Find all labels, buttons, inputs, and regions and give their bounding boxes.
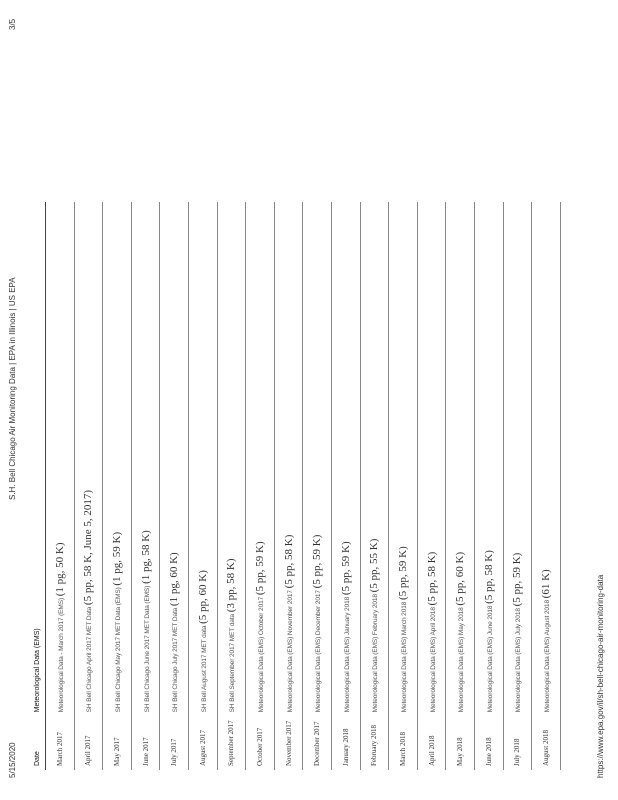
table-row bbox=[474, 202, 503, 770]
row-data-cell bbox=[417, 202, 446, 716]
file-size-info: (5 pp, 59 K) bbox=[311, 534, 324, 589]
row-date: April 2018 bbox=[417, 716, 446, 770]
file-size-info: (61 K) bbox=[539, 569, 552, 599]
row-data-cell bbox=[103, 202, 132, 716]
file-size-info: (5 pp, 60 K) bbox=[454, 551, 467, 606]
row-data-cell bbox=[331, 202, 360, 716]
file-size-info: (1 pg, 58 K) bbox=[139, 530, 152, 584]
row-data-cell bbox=[474, 202, 503, 716]
row-data-cell bbox=[74, 202, 103, 716]
row-data-cell bbox=[217, 202, 246, 716]
table-row bbox=[303, 202, 332, 770]
row-data-cell bbox=[532, 202, 561, 716]
row-date: August 2017 bbox=[188, 716, 217, 770]
table-row bbox=[503, 202, 532, 770]
row-data-cell bbox=[246, 202, 275, 716]
row-data-cell bbox=[503, 202, 532, 716]
row-date: January 2018 bbox=[331, 716, 360, 770]
row-date: October 2017 bbox=[246, 716, 275, 770]
data-file-link[interactable]: Meteorological Data (EMS) June 2018 bbox=[486, 605, 494, 713]
print-date: 5/15/2020 bbox=[8, 742, 17, 778]
data-file-link[interactable]: SH Bell Chicago April 2017 MET Data bbox=[86, 606, 94, 713]
data-file-link[interactable]: Meteorological Data (EMS) March 2018 bbox=[400, 601, 408, 713]
row-data-cell bbox=[274, 202, 303, 716]
table-row bbox=[360, 202, 389, 770]
table-body bbox=[46, 202, 561, 770]
file-size-info: (5 pp, 59 K) bbox=[396, 546, 409, 601]
file-size-info: (5 pp, 59 K) bbox=[253, 541, 266, 596]
data-file-link[interactable]: Meteorological Data (EMS) May 2018 bbox=[458, 607, 466, 713]
data-file-link[interactable]: Meteorological Data (EMS) November 2017 bbox=[286, 590, 294, 713]
data-file-link[interactable]: Meteorological Data (EMS) April 2018 bbox=[429, 607, 437, 713]
data-file-link[interactable]: Meteorological Data (EMS) October 2017 bbox=[257, 596, 265, 713]
data-file-link[interactable]: SH Bell Chicago May 2017 MET Data (EMS) bbox=[114, 587, 122, 713]
table-row bbox=[446, 202, 475, 770]
file-size-info: (5 pp, 55 K) bbox=[368, 538, 381, 593]
table-row bbox=[417, 202, 446, 770]
file-size-info: (1 pg, 59 K) bbox=[110, 531, 123, 586]
table-row bbox=[217, 202, 246, 770]
row-date: June 2017 bbox=[131, 716, 160, 770]
data-file-link[interactable]: Meteorological Data (EMS) January 2018 bbox=[343, 596, 351, 713]
page-number: 3/5 bbox=[8, 18, 17, 30]
row-date: December 2017 bbox=[303, 716, 332, 770]
file-size-info: (5 pp, 58 K) bbox=[425, 551, 438, 606]
table-row bbox=[331, 202, 360, 770]
file-size-info: (5 pp, 58 K) bbox=[282, 534, 295, 589]
data-file-link[interactable]: Meteorological Data (EMS) August 2018 bbox=[543, 600, 551, 713]
table-row bbox=[74, 202, 103, 770]
row-data-cell bbox=[446, 202, 475, 716]
row-date: February 2018 bbox=[360, 716, 389, 770]
row-data-cell bbox=[303, 202, 332, 716]
file-size-info: (1 pg, 60 K) bbox=[168, 552, 181, 607]
file-size-info: (5 pp, 59 K) bbox=[511, 552, 524, 607]
met-data-table bbox=[28, 202, 561, 770]
table-row bbox=[103, 202, 132, 770]
row-date: September 2017 bbox=[217, 716, 246, 770]
table-row bbox=[131, 202, 160, 770]
file-size-info: (5 pp, 59 K) bbox=[339, 541, 352, 596]
row-date: November 2017 bbox=[274, 716, 303, 770]
row-date: July 2017 bbox=[160, 716, 189, 770]
file-size-info: (5 pp, 58 K, June 5, 2017) bbox=[82, 489, 95, 606]
table-header-row bbox=[28, 202, 46, 770]
data-file-link[interactable]: SH Bell August 2017 MET data bbox=[200, 625, 208, 713]
row-date: May 2017 bbox=[103, 716, 132, 770]
table-row bbox=[389, 202, 418, 770]
data-file-link[interactable]: SH Bell Chicago June 2017 MET Data (EMS) bbox=[143, 585, 151, 713]
row-date: August 2018 bbox=[532, 716, 561, 770]
row-data-cell bbox=[131, 202, 160, 716]
table-row bbox=[246, 202, 275, 770]
file-size-info: (3 pp, 58 K) bbox=[225, 558, 238, 613]
table-row bbox=[532, 202, 561, 770]
row-date: March 2017 bbox=[46, 716, 75, 770]
row-date: April 2017 bbox=[74, 716, 103, 770]
row-data-cell bbox=[160, 202, 189, 716]
footer-url[interactable]: https://www.epa.gov/il/sh-bell-chicago-air-monitoring-data bbox=[596, 574, 605, 778]
data-file-link[interactable]: SH Bell September 2017 MET data bbox=[229, 614, 237, 713]
page-title: S.H. Bell Chicago Air Monitoring Data | EPA in Illinois | US EPA bbox=[8, 277, 17, 500]
table-row bbox=[274, 202, 303, 770]
row-date: June 2018 bbox=[474, 716, 503, 770]
data-file-link[interactable]: SH Bell Chicago July 2017 MET Data bbox=[172, 607, 180, 713]
row-date: March 2018 bbox=[389, 716, 418, 770]
row-data-cell bbox=[188, 202, 217, 716]
data-file-link[interactable]: Meteorological Data - March 2017 (EMS) bbox=[57, 597, 65, 713]
table-row bbox=[160, 202, 189, 770]
data-file-link[interactable]: Meteorological Data (EMS) December 2017 bbox=[315, 590, 323, 713]
met-data-table-wrapper bbox=[28, 20, 561, 770]
met-data-column-header: Meteorological Data (EMS) bbox=[28, 202, 46, 716]
row-data-cell bbox=[360, 202, 389, 716]
date-column-header: Date bbox=[28, 716, 46, 770]
row-data-cell bbox=[389, 202, 418, 716]
table-row bbox=[188, 202, 217, 770]
table-row bbox=[46, 202, 75, 770]
row-date: July 2018 bbox=[503, 716, 532, 770]
row-data-cell bbox=[46, 202, 75, 716]
data-file-link[interactable]: Meteorological Data (EMS) July 2018 bbox=[515, 608, 523, 713]
file-size-info: (5 pp, 58 K) bbox=[482, 550, 495, 604]
file-size-info: (1 pg, 50 K) bbox=[53, 542, 66, 597]
data-file-link[interactable]: Meteorological Data (EMS) February 2018 bbox=[372, 594, 380, 713]
file-size-info: (5 pp, 60 K) bbox=[196, 570, 209, 624]
row-date: May 2018 bbox=[446, 716, 475, 770]
